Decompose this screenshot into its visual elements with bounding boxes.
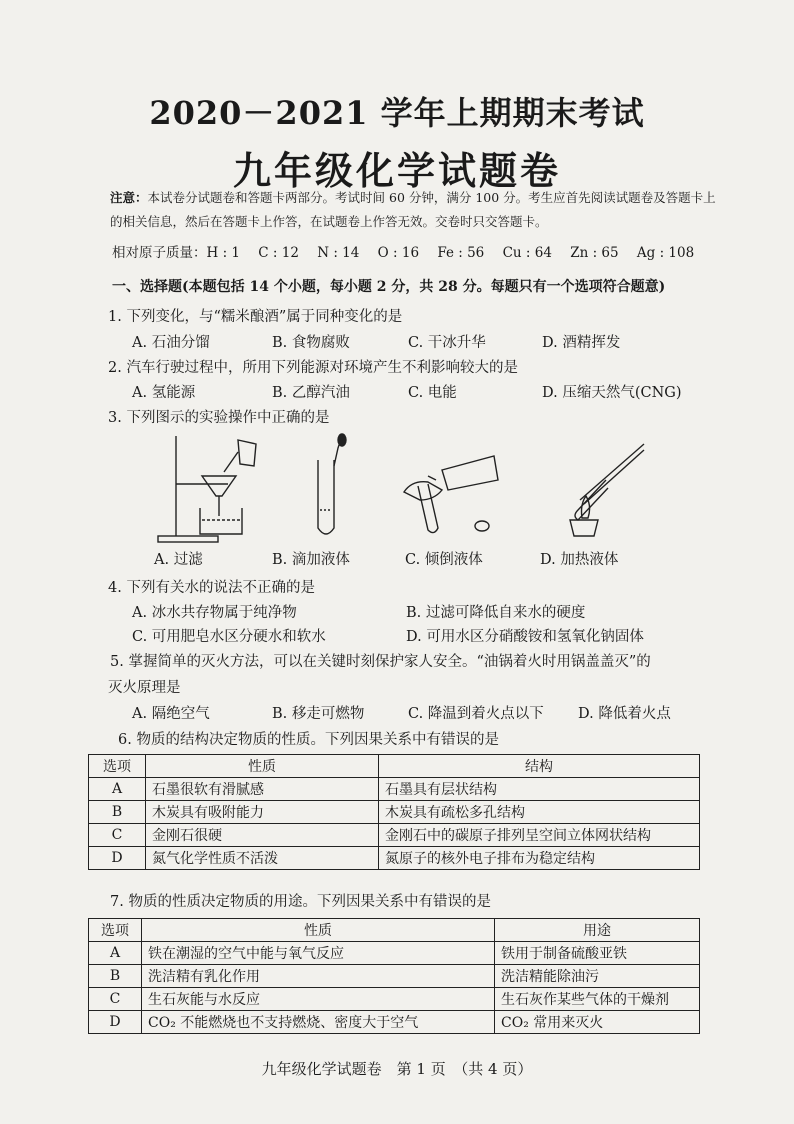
table-cell: 木炭具有疏松多孔结构	[379, 801, 700, 824]
option: B. 移走可燃物	[272, 706, 365, 722]
question-4-stem: 4. 下列有关水的说法不正确的是	[108, 580, 315, 596]
atomic-masses	[112, 241, 732, 261]
table-header: 选项	[89, 755, 146, 778]
table-cell: 铁在潮湿的空气中能与氧气反应	[142, 942, 495, 965]
atomic-mass: Cu : 64	[502, 245, 552, 261]
option: A. 冰水共存物属于纯净物	[132, 605, 297, 621]
option: D. 酒精挥发	[542, 335, 621, 351]
option: D. 可用水区分硝酸铵和氢氧化钠固体	[406, 629, 644, 645]
heating-liquid-figure	[548, 440, 648, 544]
table-row	[89, 942, 700, 965]
atomic-mass: C : 12	[258, 245, 299, 261]
table-row	[89, 1011, 700, 1034]
atomic-mass: N : 14	[317, 245, 360, 261]
question-2-stem: 2. 汽车行驶过程中，所用下列能源对环境产生不利影响较大的是	[108, 360, 518, 376]
filtration-figure	[150, 432, 260, 544]
question-1-stem: 1. 下列变化，与“糯米酿酒”属于同种变化的是	[108, 309, 403, 325]
atomic-mass: 相对原子质量：H : 1	[112, 245, 240, 261]
question-5-stem: 5. 掌握简单的灭火方法，可以在关键时刻保护家人安全。“油锅着火时用锅盖盖灭”的	[110, 654, 651, 670]
question-7-table	[88, 918, 700, 1034]
question-6-stem: 6. 物质的结构决定物质的性质。下列因果关系中有错误的是	[118, 732, 499, 748]
notice-text: 本试卷分试题卷和答题卡两部分。考试时间 60 分钟，满分 100 分。考生应首先阅读试题卷及答题卡上的相关信息，然后在答题卡上作答，在试题卷上作答无效。交卷时只交答题卡。	[110, 190, 716, 229]
table-cell: B	[89, 965, 142, 988]
exam-subtitle: 九年级化学试题卷	[232, 148, 561, 193]
table-row	[89, 965, 700, 988]
option: C. 可用肥皂水区分硬水和软水	[132, 629, 326, 645]
table-cell: CO₂ 不能燃烧也不支持燃烧、密度大于空气	[142, 1011, 495, 1034]
section-heading: 一、选择题(本题包括 14 个小题，每小题 2 分，共 28 分。每题只有一个选项符合题意)	[112, 279, 666, 295]
notice	[110, 186, 720, 234]
table-cell: 石墨很软有滑腻感	[146, 778, 379, 801]
option: A. 石油分馏	[132, 335, 210, 351]
atomic-mass: Zn : 65	[570, 245, 619, 261]
table-cell: 铁用于制备硫酸亚铁	[495, 942, 700, 965]
table-row	[89, 801, 700, 824]
table-cell: C	[89, 988, 142, 1011]
option: B. 乙醇汽油	[272, 385, 350, 401]
option: B. 食物腐败	[272, 335, 350, 351]
table-cell: 洗洁精能除油污	[495, 965, 700, 988]
option: A. 隔绝空气	[132, 706, 210, 722]
notice-label: 注意：	[110, 190, 148, 205]
table-row	[89, 988, 700, 1011]
exam-title: 2020－2021 学年上期期末考试	[149, 94, 645, 132]
question-5-stem-continued: 灭火原理是	[108, 680, 181, 696]
table-cell: B	[89, 801, 146, 824]
page-footer: 九年级化学试题卷 第 1 页 （共 4 页）	[261, 1060, 533, 1078]
option: D. 降低着火点	[578, 706, 671, 722]
table-cell: C	[89, 824, 146, 847]
atomic-mass: Fe : 56	[437, 245, 485, 261]
option: C. 干冰升华	[408, 335, 486, 351]
dropping-liquid-figure	[300, 432, 360, 544]
option: B. 过滤可降低自来水的硬度	[406, 605, 586, 621]
question-7-stem: 7. 物质的性质决定物质的用途。下列因果关系中有错误的是	[110, 894, 491, 910]
figure-label: B. 滴加液体	[272, 552, 350, 568]
table-row	[89, 778, 700, 801]
table-cell: 洗洁精有乳化作用	[142, 965, 495, 988]
table-cell: A	[89, 942, 142, 965]
table-cell: 氮原子的核外电子排布为稳定结构	[379, 847, 700, 870]
figure-label: C. 倾倒液体	[405, 552, 483, 568]
atomic-mass: Ag : 108	[636, 245, 695, 261]
option: C. 电能	[408, 385, 457, 401]
table-cell: 金刚石很硬	[146, 824, 379, 847]
atomic-mass: O : 16	[377, 245, 420, 261]
figure-label: D. 加热液体	[540, 552, 619, 568]
option: A. 氢能源	[132, 385, 196, 401]
table-row	[89, 847, 700, 870]
table-cell: A	[89, 778, 146, 801]
question-6-table	[88, 754, 700, 870]
option: D. 压缩天然气(CNG)	[542, 385, 682, 401]
table-header-row	[89, 755, 700, 778]
table-cell: 氮气化学性质不活泼	[146, 847, 379, 870]
table-cell: 生石灰能与水反应	[142, 988, 495, 1011]
table-header: 性质	[142, 919, 495, 942]
table-header: 性质	[146, 755, 379, 778]
table-header: 结构	[379, 755, 700, 778]
table-cell: D	[89, 1011, 142, 1034]
table-row	[89, 824, 700, 847]
pouring-liquid-figure	[398, 446, 508, 536]
table-cell: 生石灰作某些气体的干燥剂	[495, 988, 700, 1011]
figure-label: A. 过滤	[154, 552, 203, 568]
table-cell: 金刚石中的碳原子排列呈空间立体网状结构	[379, 824, 700, 847]
option: C. 降温到着火点以下	[408, 706, 544, 722]
table-cell: CO₂ 常用来灭火	[495, 1011, 700, 1034]
table-header: 用途	[495, 919, 700, 942]
table-cell: D	[89, 847, 146, 870]
table-header-row	[89, 919, 700, 942]
table-cell: 木炭具有吸附能力	[146, 801, 379, 824]
table-header: 选项	[89, 919, 142, 942]
question-3-stem: 3. 下列图示的实验操作中正确的是	[108, 410, 330, 426]
table-cell: 石墨具有层状结构	[379, 778, 700, 801]
